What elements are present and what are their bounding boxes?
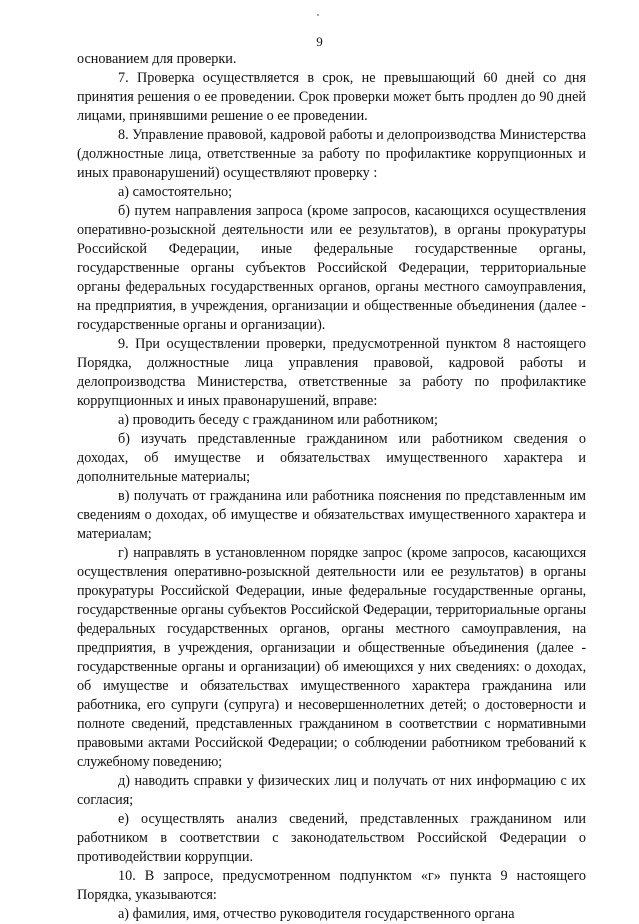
- paragraph-9-item-a: а) проводить беседу с гражданином или работником;: [118, 412, 438, 428]
- scan-speck: [317, 14, 319, 16]
- paragraph-9-item-g: г) направлять в установленном порядке запрос (кроме запросов, касающихся осуществления оперативно-розыскной деятельности или ее результатов) в органы прокуратуры Российской Федерации, иные федеральные государственные органы, государственные органы субъектов Российской Федерации, территориальные органы федеральных государственных органов, органы местного самоуправления, на предприятия, в учреждения, организации и общественные объединения (далее - государственные органы и организации) об имеющихся у них сведениях: о доходах, об имуществе и обязательствах имущественного характера гражданина или работника, его супруги (супруга) и несовершеннолетних детей; о достоверности и полноте сведений, представленных гражданином в соответствии с нормативными правовыми актами Российской Федерации; о соблюдении работником требований к служебному поведению;: [77, 545, 586, 770]
- paragraph-7: 7. Проверка осуществляется в срок, не превышающий 60 дней со дня принятия решения о ее проведении. Срок проверки может быть продлен до 90 дней лицами, принявшими решение о ее проведении.: [77, 70, 586, 124]
- paragraph-8-item-a: а) самостоятельно;: [118, 184, 233, 200]
- paragraph-8: 8. Управление правовой, кадровой работы и делопроизводства Министерства (должностные лица, ответственные за работу по профилактике коррупционных и иных правонарушений) осуществляют проверку :: [77, 127, 586, 181]
- paragraph-9-item-b: б) изучать представленные гражданином или работником сведения о доходах, об имуществе и обязательствах имущественного характера и дополнительные материалы;: [77, 431, 586, 485]
- paragraph-10: 10. В запросе, предусмотренном подпунктом «г» пункта 9 настоящего Порядка, указываются:: [77, 868, 586, 903]
- paragraph-8-item-b: б) путем направления запроса (кроме запросов, касающихся осуществления оперативно-розыскной деятельности или ее результатов), в органы прокуратуры Российской Федерации, иные федеральные государственные органы, государственные органы субъектов Российской Федерации, территориальные органы федеральных государственных органов, органы местного самоуправления, на предприятия, в учреждения, организации и общественные объединения (далее - государственные органы и организации).: [77, 203, 586, 333]
- paragraph-9-item-v: в) получать от гражданина или работника пояснения по представленным им сведениям о доходах, об имуществе и обязательствах имущественного характера и материалам;: [77, 488, 586, 542]
- paragraph-9-item-d: д) наводить справки у физических лиц и получать от них информацию с их согласия;: [77, 773, 586, 808]
- paragraph-10-item-a: а) фамилия, имя, отчество руководителя государственного органа: [118, 906, 515, 922]
- paragraph-continuation: основанием для проверки.: [77, 51, 237, 67]
- document-body: [77, 50, 586, 924]
- paragraph-9: 9. При осуществлении проверки, предусмотренной пунктом 8 настоящего Порядка, должностные лица управления правовой, кадровой работы и делопроизводства Министерства, ответственные за работу по профилактике коррупционных и иных правонарушений, вправе:: [77, 336, 586, 409]
- paragraph-9-item-e: е) осуществлять анализ сведений, представленных гражданином или работником в соответствии с законодательством Российской Федерации о противодействии коррупции.: [77, 811, 586, 865]
- page-number: 9: [316, 34, 323, 49]
